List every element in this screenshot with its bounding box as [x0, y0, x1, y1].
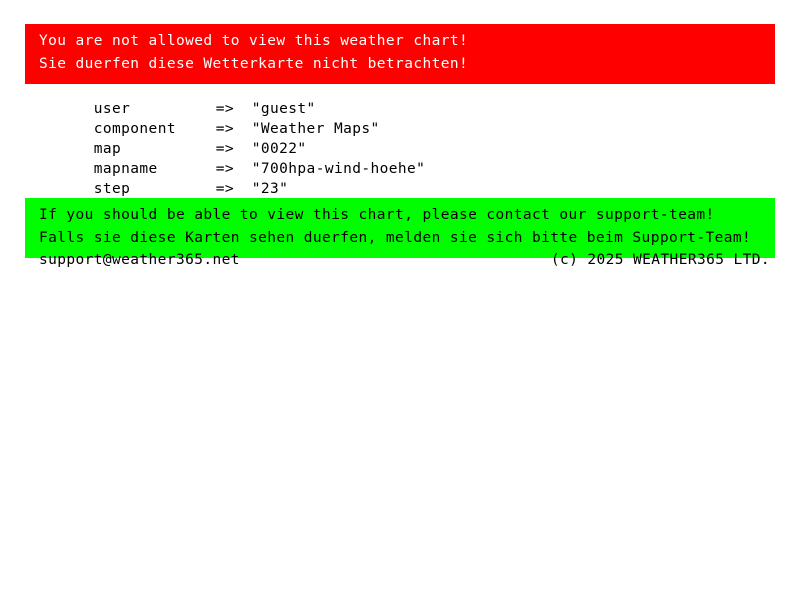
- error-banner: [25, 24, 775, 84]
- parameter-value-map: "0022": [251, 141, 307, 157]
- parameter-key-user: user: [93, 101, 131, 117]
- parameter-list: [39, 79, 426, 197]
- info-banner-line-en: If you should be able to view this chart, please contact our support-team!: [39, 207, 715, 223]
- parameter-arrow-mapname: =>: [215, 161, 235, 177]
- parameter-key-map: map: [93, 141, 122, 157]
- parameter-value-user: "guest": [251, 101, 316, 117]
- parameter-key-component: component: [93, 121, 176, 137]
- parameter-arrow-map: =>: [215, 141, 235, 157]
- error-banner-line-en: You are not allowed to view this weather chart!: [39, 33, 469, 49]
- parameter-arrow-step: =>: [215, 181, 235, 197]
- footer: [39, 250, 770, 270]
- parameter-arrow-component: =>: [215, 121, 235, 137]
- copyright-text: (c) 2025 WEATHER365 LTD.: [550, 252, 770, 268]
- support-email-link[interactable]: support@weather365.net: [39, 252, 240, 268]
- parameter-value-step: "23": [251, 181, 289, 197]
- parameter-arrow-user: =>: [215, 101, 235, 117]
- info-banner-line-de: Falls sie diese Karten sehen duerfen, melden sie sich bitte beim Support-Team!: [39, 230, 752, 246]
- parameter-row-user: [39, 79, 425, 117]
- error-banner-line-de: Sie duerfen diese Wetterkarte nicht betrachten!: [39, 56, 469, 72]
- parameter-value-mapname: "700hpa-wind-hoehe": [251, 161, 426, 177]
- info-banner: [25, 198, 775, 258]
- parameter-value-component: "Weather Maps": [251, 121, 380, 137]
- parameter-key-mapname: mapname: [93, 161, 158, 177]
- parameter-key-step: step: [93, 181, 131, 197]
